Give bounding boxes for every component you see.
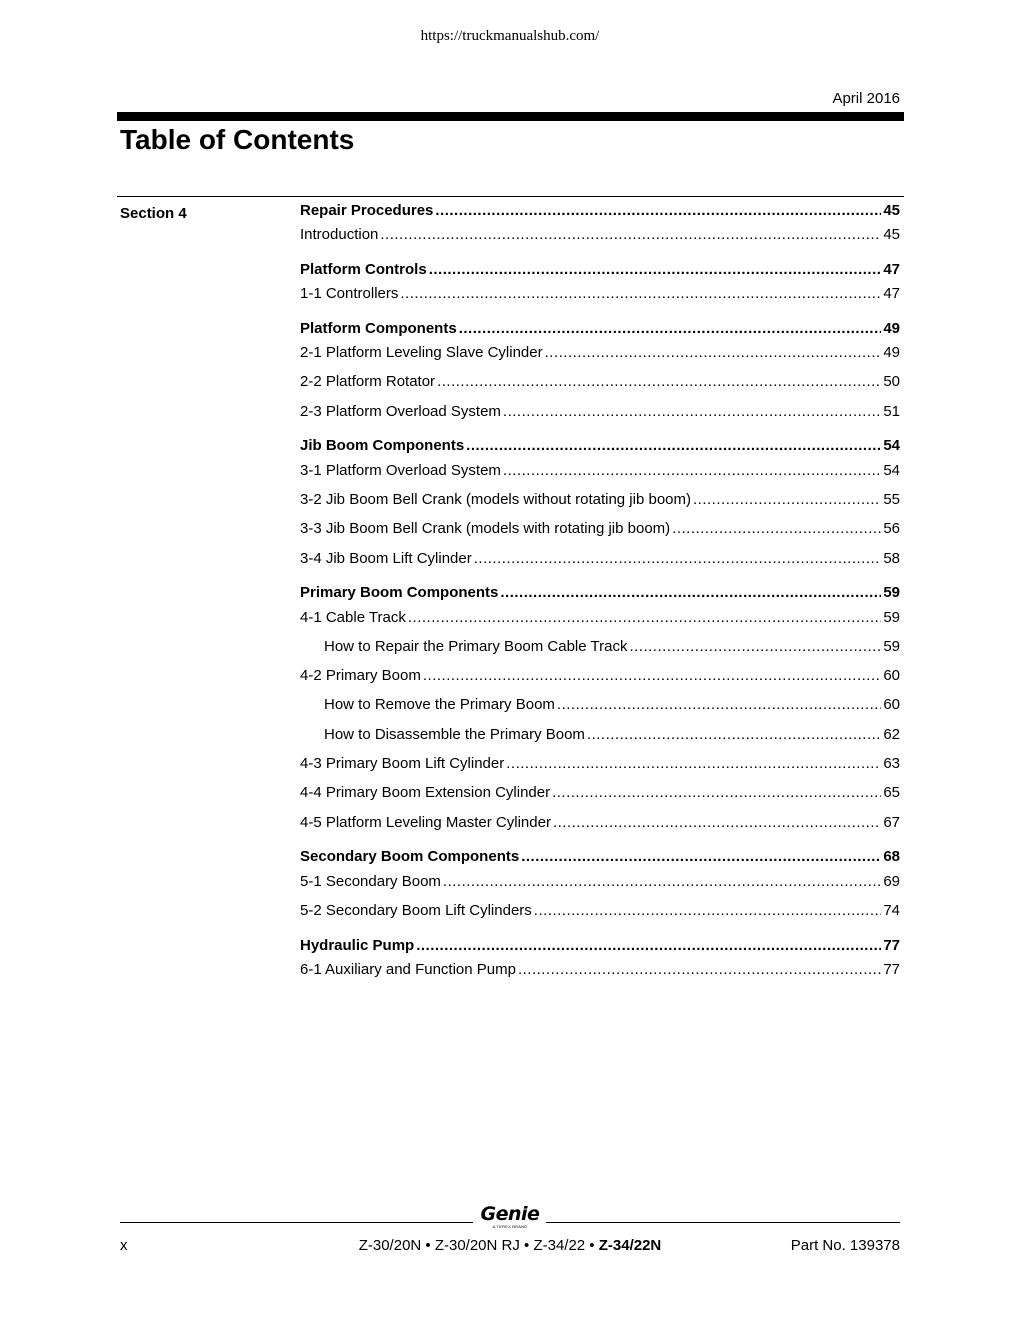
toc-entry[interactable]	[300, 696, 900, 714]
toc-entry[interactable]	[300, 726, 900, 744]
toc-page-number: 60	[883, 667, 900, 684]
toc-page-number: 58	[883, 550, 900, 567]
footer-rule-left	[120, 1222, 473, 1223]
toc-heading[interactable]	[300, 584, 900, 602]
dot-leader	[416, 937, 881, 955]
dot-leader	[518, 961, 881, 979]
toc-entry-title: Platform Controls	[300, 261, 427, 278]
toc-entry[interactable]	[300, 373, 900, 391]
toc-entry-title: 3-2 Jib Boom Bell Crank (models without rotating jib boom)	[300, 491, 692, 508]
toc-entry-title: 4-3 Primary Boom Lift Cylinder	[300, 755, 505, 772]
dot-leader	[466, 437, 881, 455]
dot-leader	[459, 320, 882, 338]
page-title: Table of Contents	[120, 124, 355, 155]
toc-entry-title: Introduction	[300, 226, 379, 243]
model-list-plain: Z-30/20N • Z-30/20N RJ • Z-34/22 •	[358, 1237, 599, 1254]
toc-entry-title: Jib Boom Components	[300, 437, 465, 454]
toc-entry[interactable]	[300, 520, 900, 538]
toc-page-number: 77	[883, 937, 900, 954]
toc-page-number: 50	[883, 373, 900, 390]
toc-page-number: 77	[883, 961, 900, 978]
source-url[interactable]: https://truckmanualshub.com/	[420, 28, 600, 44]
toc-page-number: 54	[883, 437, 900, 454]
toc-entry-title: 6-1 Auxiliary and Function Pump	[300, 961, 516, 978]
toc-page-number: 55	[883, 491, 900, 508]
toc-heading[interactable]	[300, 261, 900, 279]
toc-page-number: 49	[883, 344, 900, 361]
dot-leader	[503, 462, 881, 480]
dot-leader	[693, 491, 881, 509]
toc-page-number: 59	[883, 609, 900, 626]
dot-leader	[408, 609, 881, 627]
toc-entry-title: Platform Components	[300, 320, 457, 337]
dot-leader	[443, 873, 881, 891]
toc-page-number: 47	[883, 261, 900, 278]
toc-entry-title: 3-3 Jib Boom Bell Crank (models with rotating jib boom)	[300, 520, 671, 537]
logo-tagline: A TEREX BRAND	[492, 1224, 528, 1229]
toc-heading[interactable]	[300, 937, 900, 955]
table-of-contents	[300, 202, 900, 979]
footer-rule-right	[546, 1222, 900, 1223]
toc-page-number: 67	[883, 814, 900, 831]
model-list-current: Z-34/22N	[598, 1237, 662, 1254]
toc-entry[interactable]	[300, 755, 900, 773]
dot-leader	[503, 403, 881, 421]
section-label: Section 4	[120, 205, 187, 222]
toc-entry[interactable]	[300, 403, 900, 421]
toc-heading[interactable]	[300, 202, 900, 220]
toc-entry[interactable]	[300, 550, 900, 568]
toc-page-number: 69	[883, 873, 900, 890]
dot-leader	[380, 226, 881, 244]
toc-page-number: 49	[883, 320, 900, 337]
toc-entry[interactable]	[300, 491, 900, 509]
toc-entry-title: 5-2 Secondary Boom Lift Cylinders	[300, 902, 532, 919]
toc-entry[interactable]	[300, 667, 900, 685]
toc-page-number: 59	[883, 638, 900, 655]
section-divider	[117, 196, 904, 197]
dot-leader	[552, 784, 881, 802]
toc-entry-title: 5-1 Secondary Boom	[300, 873, 441, 890]
toc-entry[interactable]	[300, 902, 900, 920]
dot-leader	[500, 584, 881, 602]
dot-leader	[553, 814, 881, 832]
toc-entry-title: 2-2 Platform Rotator	[300, 373, 436, 390]
dot-leader	[423, 667, 881, 685]
part-number: Part No. 139378	[790, 1237, 900, 1254]
toc-page-number: 68	[883, 848, 900, 865]
toc-entry-title: How to Disassemble the Primary Boom	[324, 726, 585, 743]
dot-leader	[400, 285, 881, 303]
toc-page-number: 59	[883, 584, 900, 601]
toc-entry[interactable]	[300, 873, 900, 891]
toc-page-number: 63	[883, 755, 900, 772]
toc-entry-title: 2-1 Platform Leveling Slave Cylinder	[300, 344, 543, 361]
toc-page-number: 62	[883, 726, 900, 743]
logo-wordmark: Genie	[480, 1203, 540, 1225]
toc-entry[interactable]	[300, 784, 900, 802]
toc-entry-title: 3-1 Platform Overload System	[300, 462, 501, 479]
dot-leader	[506, 755, 881, 773]
toc-entry-title: 3-4 Jib Boom Lift Cylinder	[300, 550, 472, 567]
dot-leader	[587, 726, 881, 744]
genie-logo-icon	[478, 1204, 542, 1232]
toc-entry-title: 2-3 Platform Overload System	[300, 403, 501, 420]
toc-page-number: 60	[883, 696, 900, 713]
toc-entry-title: 4-1 Cable Track	[300, 609, 406, 626]
dot-leader	[545, 344, 882, 362]
toc-page-number: 74	[883, 902, 900, 919]
toc-entry-title: Repair Procedures	[300, 202, 434, 219]
toc-entry[interactable]	[300, 814, 900, 832]
toc-entry-title: 1-1 Controllers	[300, 285, 399, 302]
toc-page-number: 56	[883, 520, 900, 537]
toc-entry-title: How to Repair the Primary Boom Cable Track	[324, 638, 628, 655]
toc-entry[interactable]	[300, 226, 900, 244]
toc-entry-title: Secondary Boom Components	[300, 848, 520, 865]
dot-leader	[629, 638, 881, 656]
toc-page-number: 47	[883, 285, 900, 302]
toc-entry-title: 4-2 Primary Boom	[300, 667, 421, 684]
toc-entry-title: How to Remove the Primary Boom	[324, 696, 555, 713]
page-number: x	[120, 1237, 128, 1254]
toc-entry[interactable]	[300, 638, 900, 656]
toc-heading[interactable]	[300, 320, 900, 338]
dot-leader	[435, 202, 881, 220]
dot-leader	[672, 520, 881, 538]
toc-heading[interactable]	[300, 848, 900, 866]
toc-page-number: 45	[883, 202, 900, 219]
toc-entry[interactable]	[300, 344, 900, 362]
dot-leader	[474, 550, 882, 568]
toc-entry[interactable]	[300, 285, 900, 303]
toc-page-number: 51	[883, 403, 900, 420]
toc-entry[interactable]	[300, 462, 900, 480]
dot-leader	[437, 373, 881, 391]
toc-page-number: 54	[883, 462, 900, 479]
document-date: April 2016	[832, 90, 900, 107]
toc-page-number: 65	[883, 784, 900, 801]
toc-page-number: 45	[883, 226, 900, 243]
toc-entry-title: 4-5 Platform Leveling Master Cylinder	[300, 814, 551, 831]
toc-entry[interactable]	[300, 961, 900, 979]
header-rule	[117, 112, 904, 121]
dot-leader	[429, 261, 882, 279]
toc-heading[interactable]	[300, 437, 900, 455]
dot-leader	[521, 848, 881, 866]
toc-entry-title: 4-4 Primary Boom Extension Cylinder	[300, 784, 551, 801]
dot-leader	[557, 696, 881, 714]
toc-entry-title: Primary Boom Components	[300, 584, 499, 601]
toc-entry[interactable]	[300, 609, 900, 627]
dot-leader	[534, 902, 882, 920]
toc-entry-title: Hydraulic Pump	[300, 937, 415, 954]
